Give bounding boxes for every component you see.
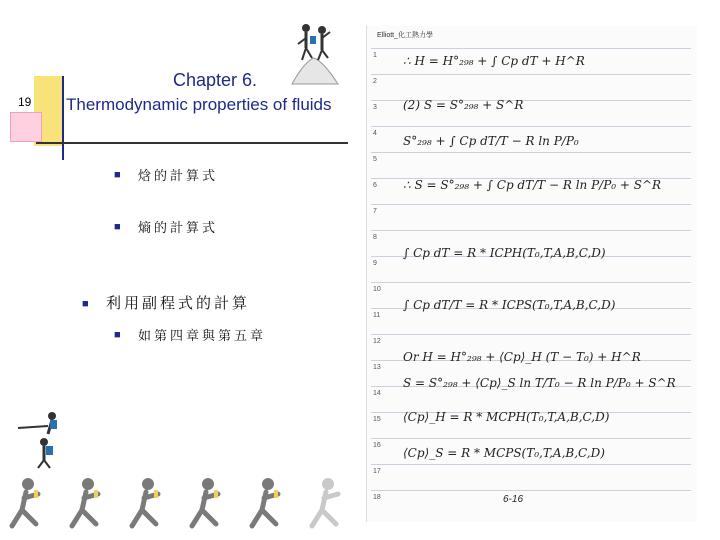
line-number: 14: [373, 390, 381, 397]
line-number: 8: [373, 234, 377, 241]
line-number: 3: [373, 104, 377, 111]
line-number: 2: [373, 78, 377, 85]
line-number: 4: [373, 130, 377, 137]
equation-entropy: (2) S = S°₂₉₈ + S^R: [403, 98, 524, 112]
slide-title-line1: Chapter 6.: [172, 70, 258, 90]
runners-figure-icon: [0, 476, 360, 536]
notes-header: Elliott_化工熱力學: [377, 32, 434, 39]
ruled-line: [371, 48, 691, 49]
notes-page-label: 6-16: [503, 494, 524, 505]
line-number: 1: [373, 52, 377, 59]
line-number: 16: [373, 442, 381, 449]
ruled-line: [371, 438, 691, 439]
slide-title-line2: Thermodynamic properties of fluids: [66, 95, 332, 114]
ruled-line: [371, 74, 691, 75]
ruled-line: [371, 230, 691, 231]
bullet-enthalpy: 焓的計算式: [138, 169, 219, 184]
title-vertical-rule: [62, 76, 64, 160]
bullet-square-icon: ■: [114, 169, 121, 181]
line-number: 15: [373, 416, 381, 423]
slide-number: 19: [18, 95, 32, 109]
line-number: 13: [373, 364, 381, 371]
line-number: 12: [373, 338, 381, 345]
climbers-figure-icon: [14, 408, 64, 470]
line-number: 17: [373, 468, 381, 475]
line-number: 10: [373, 286, 381, 293]
line-number: 11: [373, 312, 381, 319]
equation-ideal-entropy: S°₂₉₈ + ∫ Cp dT/T − R ln P/P₀: [403, 134, 579, 148]
line-number: 9: [373, 260, 377, 267]
line-number: 7: [373, 208, 377, 215]
line-number: 6: [373, 182, 377, 189]
ruled-line: [371, 464, 691, 465]
title-horizontal-rule: [36, 142, 348, 144]
equation-icps: ∫ Cp dT/T = R * ICPS(T₀,T,A,B,C,D): [403, 298, 616, 312]
ruled-line: [371, 334, 691, 335]
equation-entropy-full: ∴ S = S°₂₉₈ + ∫ Cp dT/T − R ln P/P₀ + S^R: [403, 178, 662, 192]
ruled-line: [371, 152, 691, 153]
climbers-figure-icon: [284, 18, 344, 86]
equation-mean-cp-s: S = S°₂₉₈ + ⟨Cp⟩_S ln T/T₀ − R ln P/P₀ + S^R: [403, 376, 676, 390]
bullet-entropy: 熵的計算式: [138, 221, 219, 236]
ruled-line: [371, 282, 691, 283]
bullet-square-icon: ■: [114, 329, 121, 341]
bullet-subroutine: 利用副程式的計算: [106, 294, 251, 312]
equation-icph: ∫ Cp dT = R * ICPH(T₀,T,A,B,C,D): [403, 246, 606, 260]
equation-mcps: ⟨Cp⟩_S = R * MCPS(T₀,T,A,B,C,D): [403, 446, 605, 460]
line-number: 5: [373, 156, 377, 163]
ruled-line: [371, 490, 691, 491]
bullet-square-icon: ■: [82, 298, 89, 310]
bullet-square-icon: ■: [114, 221, 121, 233]
handwritten-notes-panel: [366, 26, 697, 522]
ruled-line: [371, 204, 691, 205]
line-number: 18: [373, 494, 381, 501]
equation-enthalpy: ∴ H = H°₂₉₈ + ∫ Cp dT + H^R: [403, 54, 585, 68]
accent-pink-square: [10, 112, 42, 142]
bullet-chapters: 如第四章與第五章: [138, 329, 267, 344]
ruled-line: [371, 126, 691, 127]
equation-mean-cp-h: Or H = H°₂₉₈ + ⟨Cp⟩_H (T − T₀) + H^R: [403, 350, 641, 364]
equation-mcph: ⟨Cp⟩_H = R * MCPH(T₀,T,A,B,C,D): [403, 410, 610, 424]
